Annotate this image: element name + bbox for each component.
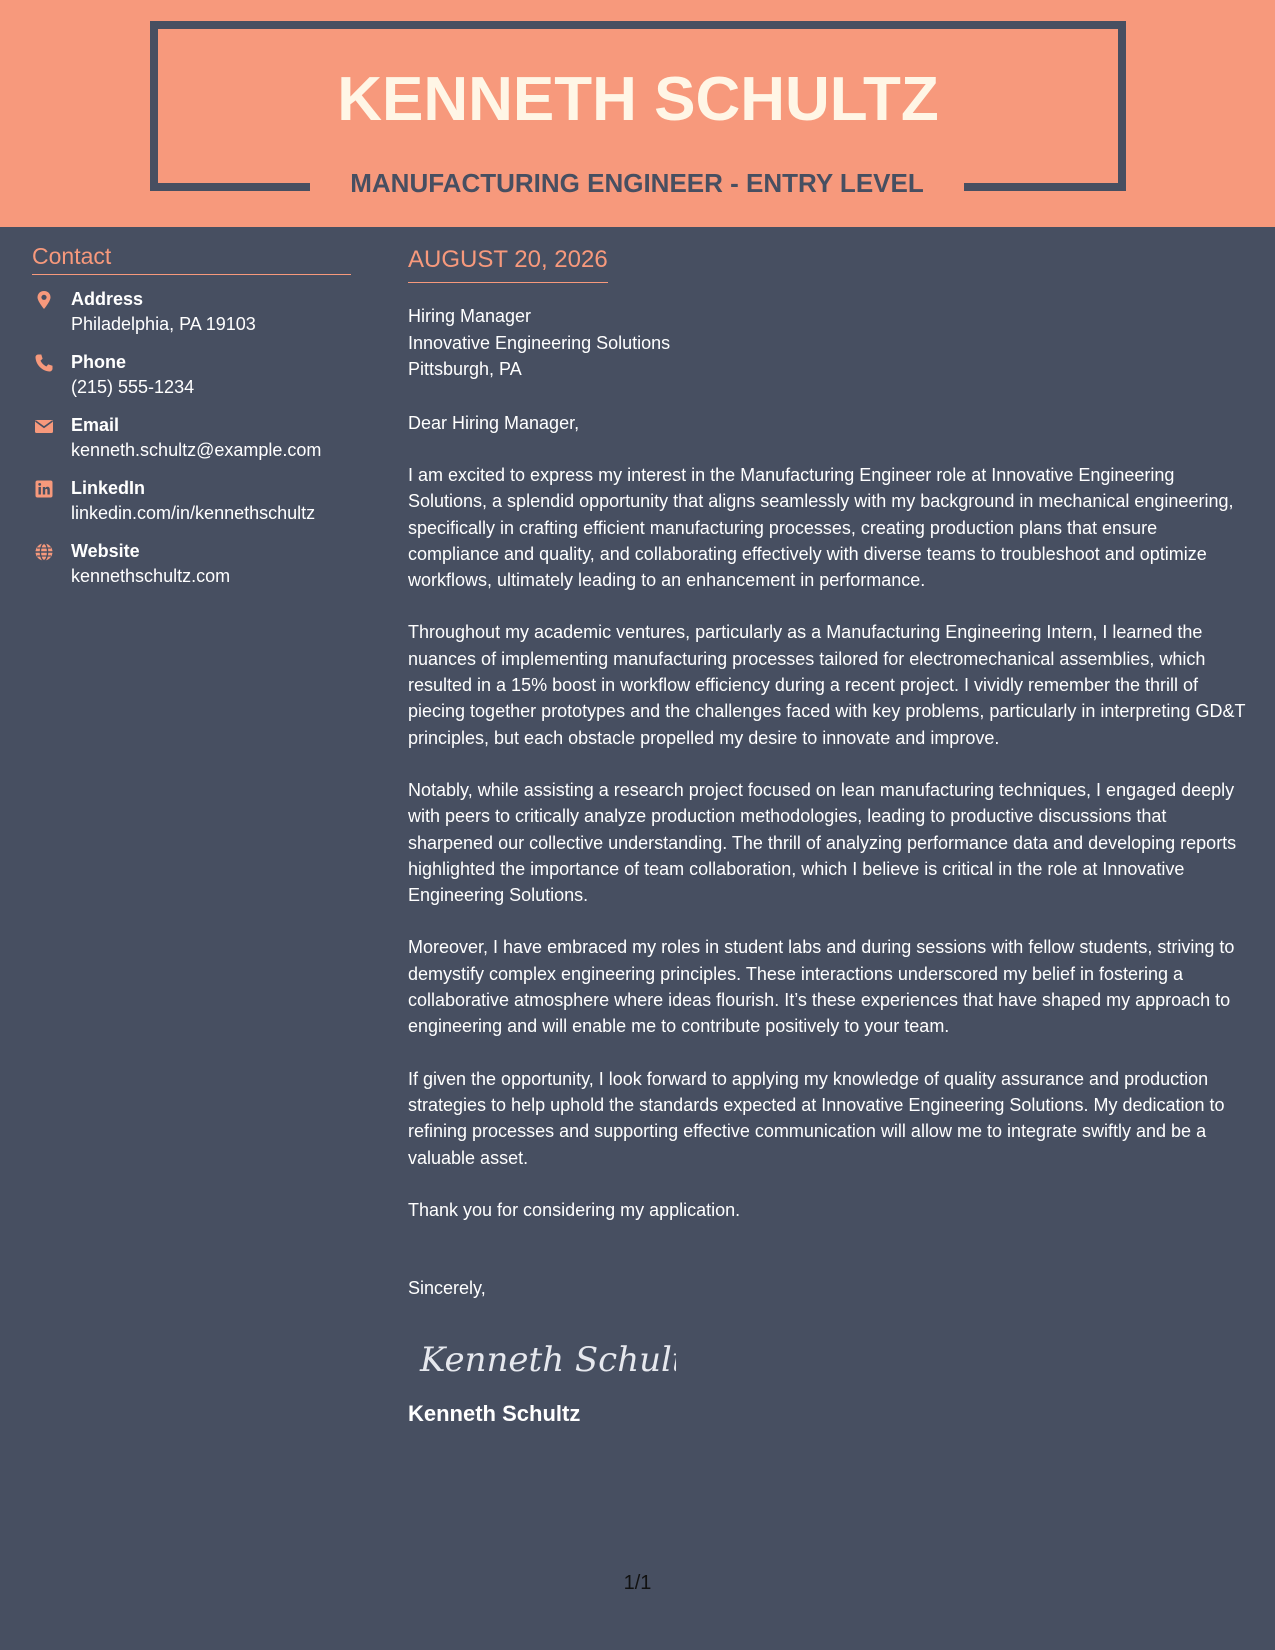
email-value[interactable]: kenneth.schultz@example.com	[71, 440, 322, 460]
letter-paragraph: Notably, while assisting a research project focused on lean manufacturing techniques, I engaged deeply with peers to critically analyze production methodologies, leading to productive discussions that sharpened our collective understanding. The thrill of analyzing performance data and developing reports highlighted the importance of team collaboration, which I believe is critical in the role at Innovative Engineering Solutions.	[408, 779, 1237, 906]
contact-item-address	[32, 287, 351, 350]
job-title: MANUFACTURING ENGINEER - ENTRY LEVEL	[350, 168, 924, 198]
recipient-line: Hiring Manager	[408, 306, 532, 326]
signature-text: Kenneth Schultz	[420, 1340, 676, 1381]
linkedin-icon	[34, 479, 54, 499]
contact-item-website	[32, 539, 351, 602]
contact-label: Website	[71, 541, 140, 561]
globe-icon	[34, 542, 54, 562]
recipient-line: Innovative Engineering Solutions	[408, 332, 671, 353]
phone-value: (215) 555-1234	[71, 377, 195, 397]
recipient-line: Pittsburgh, PA	[408, 359, 522, 379]
contact-heading: Contact	[32, 240, 351, 275]
signer-name: Kenneth Schultz	[408, 1401, 581, 1427]
handwritten-signature	[416, 1331, 1253, 1387]
letter-paragraph: If given the opportunity, I look forward to applying my knowledge of quality assurance and production strategies to help uphold the standards expected at Innovative Engineering Solutions. My dedication to refining processes and supporting effective communication will allow me to integrate swiftly and be a valuable asset.	[408, 1068, 1225, 1168]
website-value[interactable]: kennethschultz.com	[71, 566, 231, 586]
address-value: Philadelphia, PA 19103	[71, 314, 256, 334]
letter-paragraph: I am excited to express my interest in the Manufacturing Engineer role at Innovative Engineering Solutions, a splendid opportunity that aligns seamlessly with my background in mechanical engineering, specifically in crafting efficient manufacturing processes, creating production plans that ensure compliance and quality, and collaborating effectively with diverse teams to troubleshoot and optimize workflows, ultimately leading to an enhancement in performance.	[408, 465, 1234, 591]
letter-paragraph: Moreover, I have embraced my roles in student labs and during sessions with fellow students, striving to demystify complex engineering principles. These interactions underscored my belief in fostering a collaborative atmosphere where ideas flourish. It’s these experiences that have shaped my approach to engineering and will enable me to contribute positively to your team.	[408, 937, 1235, 1037]
contact-label: Email	[71, 415, 120, 435]
linkedin-value[interactable]: linkedin.com/in/kennethschultz	[71, 503, 316, 523]
letter-paragraph: Thank you for considering my application.	[408, 1199, 741, 1220]
contact-label: Address	[71, 289, 144, 309]
page-number: 1/1	[623, 1572, 652, 1594]
header-banner	[0, 0, 1275, 227]
letter-paragraph: Throughout my academic ventures, particularly as a Manufacturing Engineering Intern, I learned the nuances of implementing manufacturing processes tailored for electromechanical assemblies, which resulted in a 15% boost in workflow efficiency during a recent project. I vividly remember the thrill of piecing together prototypes and the challenges faced with key problems, particularly in interpreting GD&T principles, but each obstacle propelled my desire to innovate and improve.	[408, 622, 1246, 748]
letter-body	[408, 244, 1253, 1429]
map-pin-icon	[34, 290, 54, 310]
contact-item-linkedin	[32, 476, 351, 539]
contact-label: LinkedIn	[71, 478, 146, 498]
recipient-block	[408, 303, 1253, 383]
envelope-icon	[34, 416, 54, 436]
contact-item-email	[32, 413, 351, 476]
salutation: Dear Hiring Manager,	[408, 412, 580, 433]
closing: Sincerely,	[408, 1278, 486, 1299]
contact-item-phone	[32, 350, 351, 413]
letter-date: AUGUST 20, 2026	[408, 244, 608, 283]
phone-icon	[34, 353, 54, 373]
contact-sidebar	[32, 240, 351, 602]
contact-label: Phone	[71, 352, 127, 372]
candidate-name: KENNETH SCHULTZ	[337, 65, 939, 134]
